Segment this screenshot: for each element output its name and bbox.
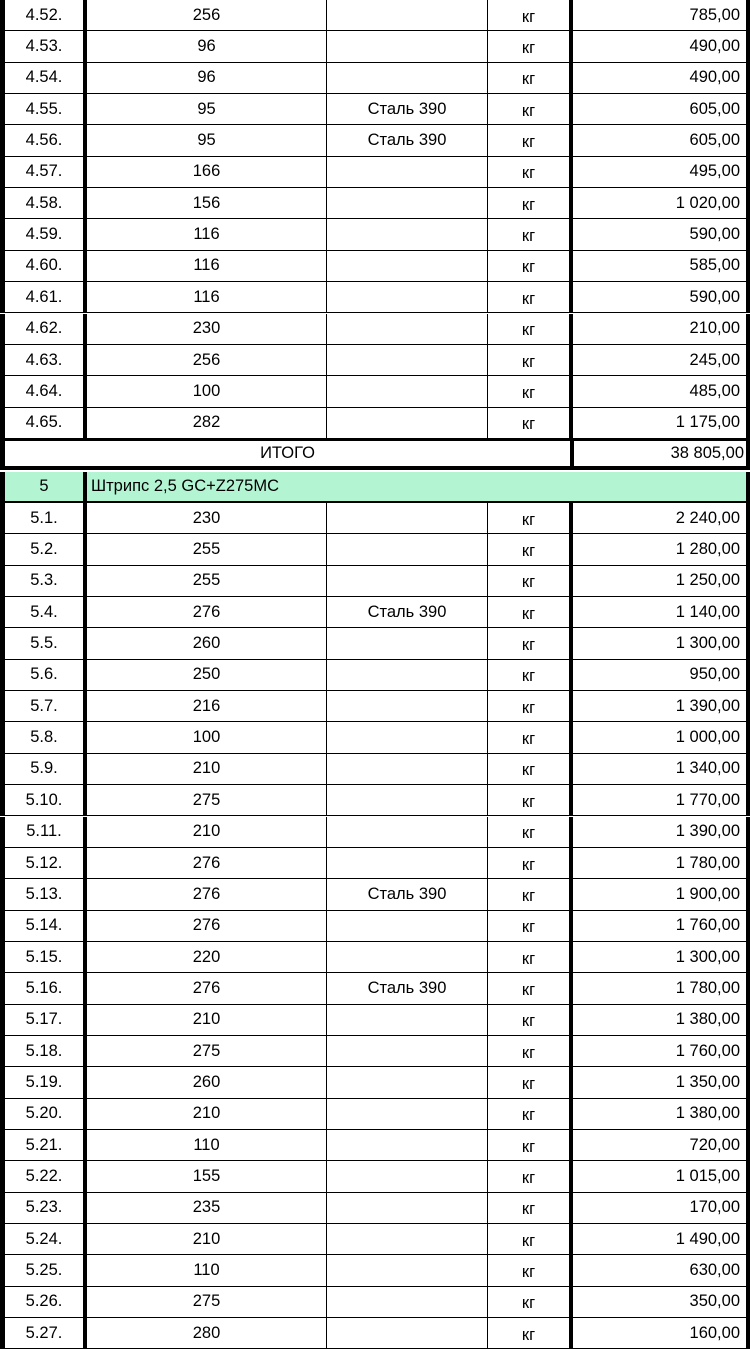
item-price: 490,00 — [569, 63, 750, 93]
item-unit: кг — [487, 63, 569, 93]
item-unit: кг — [487, 345, 569, 375]
item-quantity: 220 — [192, 947, 221, 966]
item-note: Сталь 390 — [326, 597, 487, 627]
item-number: 5.12. — [0, 848, 87, 878]
item-number: 5.3. — [0, 566, 87, 596]
item-price: 1 015,00 — [569, 1161, 750, 1191]
item-unit: кг — [487, 1067, 569, 1097]
item-note — [326, 31, 487, 61]
table-row — [0, 376, 750, 407]
item-price: 605,00 — [569, 125, 750, 155]
item-note — [326, 188, 487, 218]
total-value: 38 805,00 — [570, 441, 746, 466]
item-price: 590,00 — [569, 282, 750, 312]
item-unit: кг — [487, 1255, 569, 1285]
item-unit: кг — [487, 754, 569, 784]
item-price: 785,00 — [569, 0, 750, 30]
item-quantity: 275 — [192, 1292, 221, 1311]
item-price: 1 760,00 — [569, 1036, 750, 1066]
item-number: 4.56. — [0, 125, 87, 155]
section-5-title: Штрипс 2,5 GC+Z275MC — [87, 472, 750, 501]
item-note — [326, 722, 487, 752]
item-unit: кг — [487, 691, 569, 721]
item-unit: кг — [487, 157, 569, 187]
item-unit: кг — [487, 314, 569, 344]
item-unit: кг — [487, 1005, 569, 1035]
item-price: 1 300,00 — [569, 628, 750, 658]
item-price: 1 250,00 — [569, 566, 750, 596]
item-note — [326, 345, 487, 375]
item-number: 4.61. — [0, 282, 87, 312]
item-quantity: 260 — [192, 1072, 221, 1091]
item-price: 1 020,00 — [569, 188, 750, 218]
item-number: 5.16. — [0, 973, 87, 1003]
item-number: 4.65. — [0, 408, 87, 438]
item-price: 630,00 — [569, 1255, 750, 1285]
item-unit: кг — [487, 566, 569, 596]
item-number: 5.19. — [0, 1067, 87, 1097]
item-price: 1 300,00 — [569, 942, 750, 972]
item-note — [326, 1036, 487, 1066]
table-row — [0, 282, 750, 313]
item-quantity: 275 — [192, 790, 221, 809]
item-number: 5.8. — [0, 722, 87, 752]
item-price: 1 140,00 — [569, 597, 750, 627]
item-quantity: 95 — [197, 99, 216, 118]
item-quantity: 96 — [197, 68, 216, 87]
table-row — [0, 1161, 750, 1192]
item-quantity: 110 — [193, 1135, 220, 1154]
table-row — [0, 345, 750, 376]
item-price: 1 760,00 — [569, 911, 750, 941]
item-note — [326, 219, 487, 249]
item-note — [326, 63, 487, 93]
item-price: 1 390,00 — [569, 691, 750, 721]
table-row — [0, 566, 750, 597]
item-note — [326, 1005, 487, 1035]
item-quantity: 110 — [193, 1261, 220, 1280]
item-price: 950,00 — [569, 660, 750, 690]
table-row — [0, 1067, 750, 1098]
item-note — [326, 157, 487, 187]
item-number: 5.5. — [0, 628, 87, 658]
table-row — [0, 691, 750, 722]
item-price: 1 175,00 — [569, 408, 750, 438]
item-unit: кг — [487, 1099, 569, 1129]
item-unit: кг — [487, 879, 569, 909]
item-price: 605,00 — [569, 94, 750, 124]
item-note — [326, 534, 487, 564]
item-unit: кг — [487, 1161, 569, 1191]
item-price: 210,00 — [569, 314, 750, 344]
table-row — [0, 125, 750, 156]
item-number: 4.62. — [0, 314, 87, 344]
item-price: 245,00 — [569, 345, 750, 375]
table-row — [0, 1224, 750, 1255]
item-unit: кг — [487, 1193, 569, 1223]
item-price: 160,00 — [569, 1318, 750, 1348]
item-unit: кг — [487, 251, 569, 281]
item-unit: кг — [487, 628, 569, 658]
item-number: 4.53. — [0, 31, 87, 61]
table-row — [0, 31, 750, 62]
table-row — [0, 848, 750, 879]
item-quantity: 235 — [192, 1198, 221, 1217]
item-price: 495,00 — [569, 157, 750, 187]
item-unit: кг — [487, 942, 569, 972]
item-note — [326, 1099, 487, 1129]
item-unit: кг — [487, 503, 569, 533]
item-number: 4.59. — [0, 219, 87, 249]
item-unit: кг — [487, 817, 569, 847]
item-number: 4.52. — [0, 0, 87, 30]
item-note — [326, 1287, 487, 1317]
table-row — [0, 251, 750, 282]
item-quantity: 276 — [192, 978, 221, 997]
item-number: 5.14. — [0, 911, 87, 941]
item-number: 5.9. — [0, 754, 87, 784]
item-quantity: 275 — [192, 1041, 221, 1060]
item-quantity: 230 — [192, 319, 221, 338]
item-note: Сталь 390 — [326, 125, 487, 155]
item-note — [326, 1130, 487, 1160]
item-unit: кг — [487, 1287, 569, 1317]
item-note — [326, 314, 487, 344]
table-row — [0, 1005, 750, 1036]
item-quantity: 96 — [197, 37, 216, 56]
section-5-number: 5 — [0, 472, 87, 501]
item-quantity: 255 — [192, 571, 221, 590]
item-quantity: 155 — [192, 1167, 221, 1186]
item-quantity: 100 — [192, 381, 221, 400]
table-row — [0, 63, 750, 94]
item-quantity: 116 — [193, 256, 220, 275]
item-unit: кг — [487, 219, 569, 249]
item-quantity: 210 — [192, 759, 221, 778]
item-quantity: 210 — [192, 1104, 221, 1123]
item-number: 5.26. — [0, 1287, 87, 1317]
item-price: 1 340,00 — [569, 754, 750, 784]
table-row — [0, 1099, 750, 1130]
item-unit: кг — [487, 31, 569, 61]
item-quantity: 210 — [192, 822, 221, 841]
item-number: 5.25. — [0, 1255, 87, 1285]
item-quantity: 282 — [192, 413, 221, 432]
table-row — [0, 785, 750, 816]
table-row — [0, 817, 750, 848]
item-number: 5.4. — [0, 597, 87, 627]
table-row — [0, 94, 750, 125]
item-price: 1 770,00 — [569, 785, 750, 815]
item-unit: кг — [487, 1036, 569, 1066]
item-price: 1 780,00 — [569, 973, 750, 1003]
item-number: 5.24. — [0, 1224, 87, 1254]
item-number: 5.17. — [0, 1005, 87, 1035]
item-price: 1 000,00 — [569, 722, 750, 752]
table-row — [0, 942, 750, 973]
table-row — [0, 754, 750, 785]
table-row — [0, 1287, 750, 1318]
item-quantity: 100 — [192, 728, 221, 747]
item-number: 5.21. — [0, 1130, 87, 1160]
item-number: 4.64. — [0, 376, 87, 406]
item-price: 1 390,00 — [569, 817, 750, 847]
item-price: 590,00 — [569, 219, 750, 249]
item-price: 485,00 — [569, 376, 750, 406]
item-unit: кг — [487, 0, 569, 30]
item-quantity: 95 — [197, 131, 216, 150]
item-number: 4.60. — [0, 251, 87, 281]
item-number: 5.11. — [0, 817, 87, 847]
total-label: ИТОГО — [260, 444, 315, 462]
item-note — [326, 282, 487, 312]
table-row — [0, 188, 750, 219]
item-unit: кг — [487, 848, 569, 878]
item-note — [326, 1067, 487, 1097]
table-row — [0, 219, 750, 250]
item-quantity: 260 — [192, 634, 221, 653]
item-note — [326, 251, 487, 281]
item-unit: кг — [487, 1224, 569, 1254]
item-number: 5.13. — [0, 879, 87, 909]
item-note — [326, 0, 487, 30]
table-row — [0, 1130, 750, 1161]
item-note — [326, 942, 487, 972]
item-number: 5.7. — [0, 691, 87, 721]
item-unit: кг — [487, 282, 569, 312]
item-number: 5.1. — [0, 503, 87, 533]
table-row — [0, 503, 750, 534]
item-number: 5.18. — [0, 1036, 87, 1066]
item-number: 5.10. — [0, 785, 87, 815]
item-note — [326, 503, 487, 533]
item-number: 5.2. — [0, 534, 87, 564]
table-row — [0, 1193, 750, 1224]
table-row — [0, 314, 750, 345]
item-unit: кг — [487, 534, 569, 564]
table-row — [0, 408, 750, 439]
table-row — [0, 911, 750, 942]
item-price: 720,00 — [569, 1130, 750, 1160]
item-price: 1 780,00 — [569, 848, 750, 878]
item-note — [326, 817, 487, 847]
item-note: Сталь 390 — [326, 94, 487, 124]
item-number: 5.22. — [0, 1161, 87, 1191]
item-quantity: 116 — [193, 287, 220, 306]
item-unit: кг — [487, 1130, 569, 1160]
item-unit: кг — [487, 408, 569, 438]
item-note — [326, 1318, 487, 1348]
section-4-total-row — [0, 439, 750, 470]
item-unit: кг — [487, 785, 569, 815]
item-number: 5.20. — [0, 1099, 87, 1129]
item-quantity: 280 — [192, 1323, 221, 1342]
item-quantity: 255 — [192, 540, 221, 559]
item-unit: кг — [487, 188, 569, 218]
table-row — [0, 879, 750, 910]
item-note — [326, 754, 487, 784]
table-row — [0, 534, 750, 565]
item-quantity: 210 — [192, 1229, 221, 1248]
item-note — [326, 1193, 487, 1223]
section-5-header — [0, 472, 750, 503]
table-row — [0, 0, 750, 31]
item-unit: кг — [487, 973, 569, 1003]
item-note — [326, 408, 487, 438]
item-note — [326, 660, 487, 690]
item-price: 2 240,00 — [569, 503, 750, 533]
table-row — [0, 660, 750, 691]
item-number: 4.54. — [0, 63, 87, 93]
item-unit: кг — [487, 376, 569, 406]
item-price: 1 380,00 — [569, 1005, 750, 1035]
item-note: Сталь 390 — [326, 879, 487, 909]
item-unit: кг — [487, 125, 569, 155]
item-quantity: 276 — [192, 884, 221, 903]
table-row — [0, 628, 750, 659]
item-price: 1 490,00 — [569, 1224, 750, 1254]
item-price: 1 280,00 — [569, 534, 750, 564]
item-price: 350,00 — [569, 1287, 750, 1317]
table-row — [0, 1036, 750, 1067]
item-quantity: 256 — [192, 5, 221, 24]
item-number: 4.55. — [0, 94, 87, 124]
item-unit: кг — [487, 1318, 569, 1348]
item-note — [326, 566, 487, 596]
item-number: 5.15. — [0, 942, 87, 972]
item-price: 490,00 — [569, 31, 750, 61]
item-number: 5.23. — [0, 1193, 87, 1223]
item-quantity: 116 — [193, 225, 220, 244]
item-quantity: 230 — [192, 508, 221, 527]
item-note — [326, 1255, 487, 1285]
table-row — [0, 722, 750, 753]
item-quantity: 256 — [192, 350, 221, 369]
item-note — [326, 376, 487, 406]
item-note — [326, 911, 487, 941]
item-quantity: 250 — [192, 665, 221, 684]
item-price: 585,00 — [569, 251, 750, 281]
item-note — [326, 848, 487, 878]
item-quantity: 276 — [192, 916, 221, 935]
item-number: 4.57. — [0, 157, 87, 187]
table-row — [0, 973, 750, 1004]
item-note — [326, 628, 487, 658]
table-row — [0, 1255, 750, 1286]
item-price: 1 900,00 — [569, 879, 750, 909]
item-quantity: 216 — [192, 696, 221, 715]
item-note — [326, 785, 487, 815]
item-quantity: 276 — [192, 602, 221, 621]
item-price: 1 350,00 — [569, 1067, 750, 1097]
item-quantity: 210 — [192, 1010, 221, 1029]
item-note — [326, 1224, 487, 1254]
item-note — [326, 1161, 487, 1191]
item-note — [326, 691, 487, 721]
item-quantity: 276 — [192, 853, 221, 872]
item-number: 5.6. — [0, 660, 87, 690]
item-note: Сталь 390 — [326, 973, 487, 1003]
item-unit: кг — [487, 911, 569, 941]
table-row — [0, 157, 750, 188]
item-price: 1 380,00 — [569, 1099, 750, 1129]
table-row — [0, 597, 750, 628]
item-unit: кг — [487, 94, 569, 124]
item-number: 4.58. — [0, 188, 87, 218]
item-number: 4.63. — [0, 345, 87, 375]
item-unit: кг — [487, 660, 569, 690]
item-number: 5.27. — [0, 1318, 87, 1348]
item-price: 170,00 — [569, 1193, 750, 1223]
item-quantity: 156 — [192, 193, 221, 212]
item-unit: кг — [487, 722, 569, 752]
item-unit: кг — [487, 597, 569, 627]
item-quantity: 166 — [192, 162, 221, 181]
